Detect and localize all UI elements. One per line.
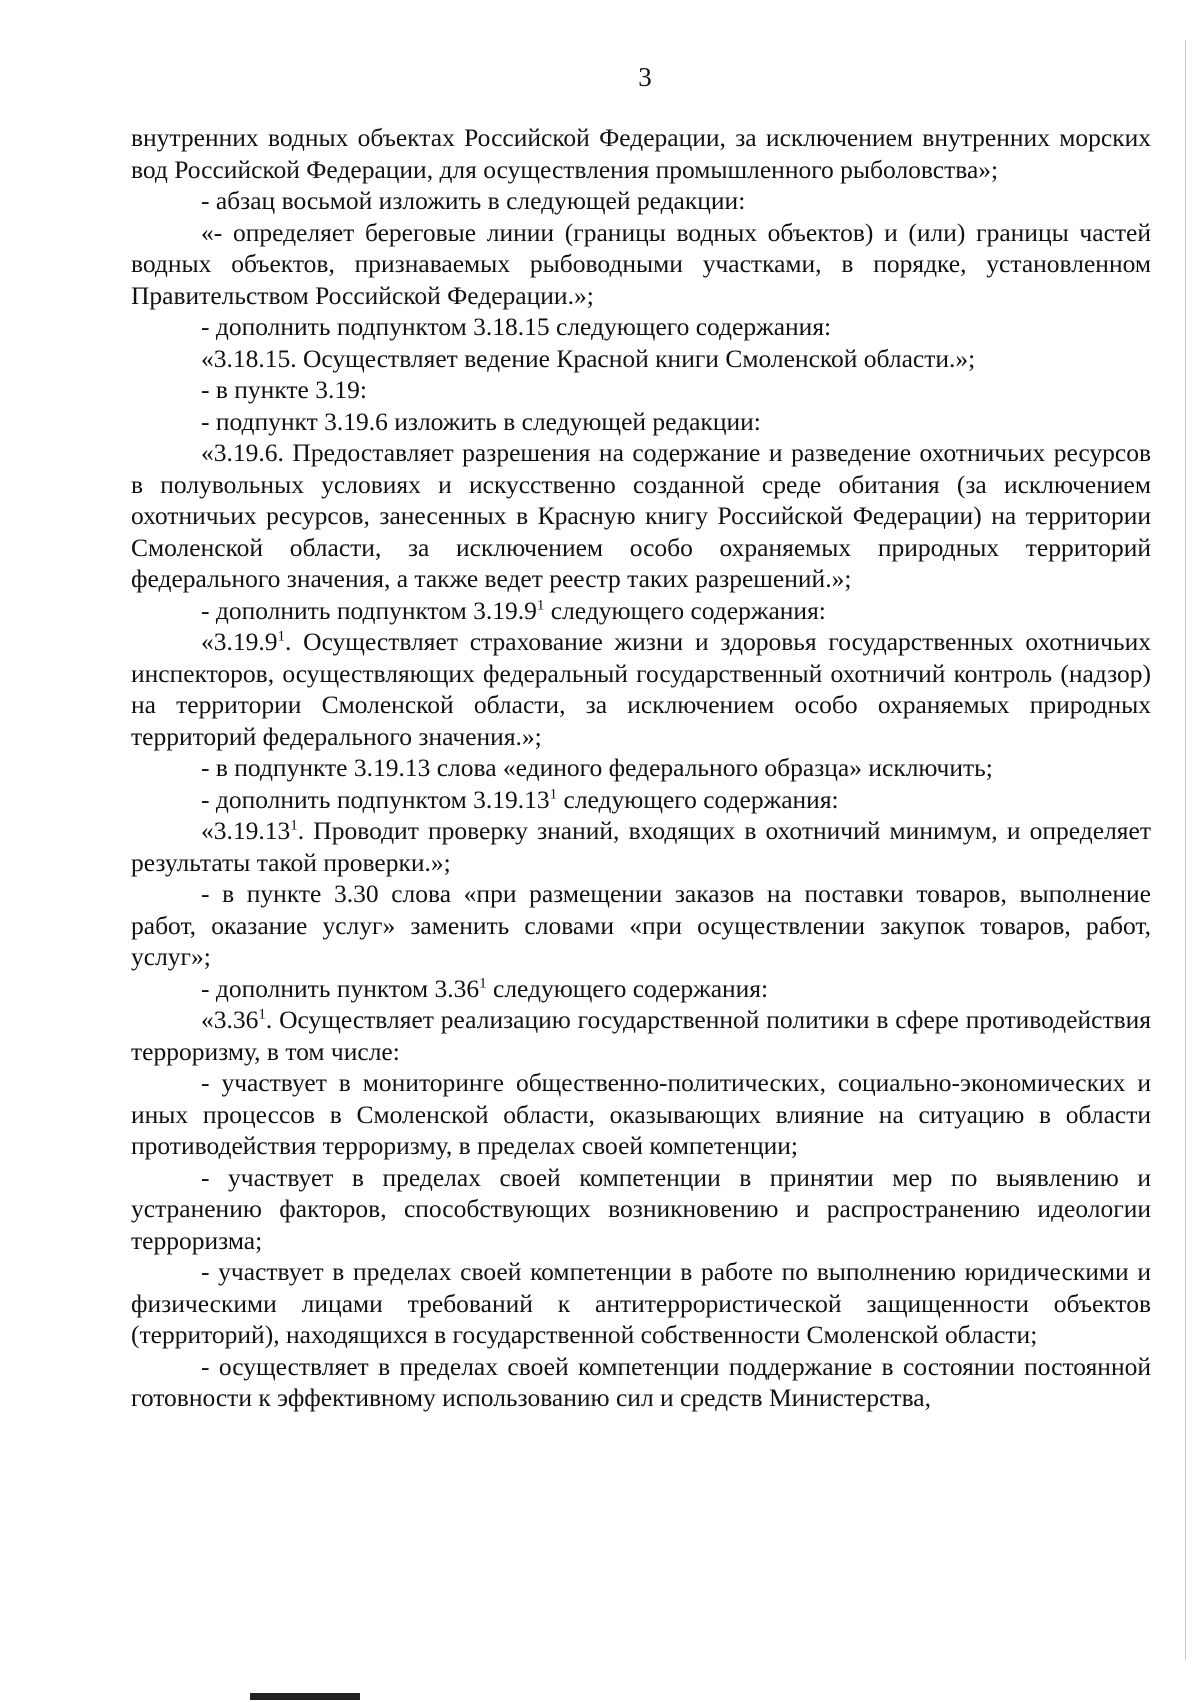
- superscript-index: 1: [290, 817, 298, 834]
- paragraph-text-end: следующего содержания:: [486, 973, 769, 1003]
- paragraph-text-start: «3.19.9: [201, 627, 278, 656]
- paragraph-text-start: - дополнить подпунктом 3.19.9: [201, 595, 537, 625]
- paragraph-p15: [131, 973, 1151, 1005]
- scan-bottom-mark: [250, 1693, 360, 1700]
- paragraph-p16: [131, 1004, 1151, 1067]
- superscript-index: 1: [277, 628, 285, 645]
- superscript-index: 1: [258, 1006, 266, 1023]
- paragraph-p11: - в подпункте 3.19.13 слова «единого федерального образца» исключить;: [201, 753, 993, 782]
- paragraph-text-end: . Проводит проверку знаний, входящих в охотничий минимум, и определяет результаты такой проверки.»;: [131, 816, 1151, 877]
- paragraph-p18: - участвует в пределах своей компетенции в принятии мер по выявлению и устранению факторов, способствующих возникновению и распространению идеологии терроризма;: [131, 1162, 1151, 1255]
- paragraph-p02: - абзац восьмой изложить в следующей редакции:: [201, 186, 746, 215]
- paragraph-p14: - в пункте 3.30 слова «при размещении заказов на поставки товаров, выполнение работ, оказание услуг» заменить словами «при осуществлении закупок товаров, работ, услуг»;: [131, 879, 1151, 971]
- paragraph-p03: «- определяет береговые линии (границы водных объектов) и (или) границы частей водных объектов, признаваемых рыбоводными участками, в порядке, установленном Правительством Российской Федерации.»;: [131, 217, 1151, 310]
- paragraph-text-end: следующего содержания:: [544, 595, 826, 625]
- paragraph-p07: - подпункт 3.19.6 изложить в следующей редакции:: [201, 406, 761, 436]
- paragraph-p10: [131, 626, 1151, 752]
- paragraph-p12: [131, 784, 1151, 816]
- paragraph-p19: - участвует в пределах своей компетенции в работе по выполнению юридическими и физическими лицами требований к антитеррористической защищенности объектов (территорий), находящихся в государственной собственности Смоленской области;: [131, 1257, 1151, 1349]
- paragraph-p09: [131, 595, 1151, 627]
- page-number: 3: [638, 62, 652, 92]
- paragraph-text-start: - дополнить пунктом 3.36: [201, 973, 480, 1003]
- superscript-index: 1: [479, 975, 487, 991]
- paragraph-p13: [131, 815, 1151, 878]
- paragraph-text-end: следующего содержания:: [557, 784, 839, 814]
- paragraph-text-end: . Осуществляет реализацию государственной политики в сфере противодействия терроризму, в том числе:: [131, 1005, 1151, 1066]
- paragraph-text-end: . Осуществляет страхование жизни и здоровья государственных охотничьих инспекторов, осуществляющих федеральный государственный охотничий контроль (надзор) на территории Смоленской области, за исключением особо охраняемых природных территорий федерального значения.»;: [131, 627, 1151, 751]
- scan-edge-line: [1185, 40, 1186, 1660]
- paragraph-p05: «3.18.15. Осуществляет ведение Красной книги Смоленской области.»;: [201, 343, 976, 373]
- paragraph-p17: - участвует в мониторинге общественно-политических, социально-экономических и иных процессов в Смоленской области, оказывающих влияние на ситуацию в области противодействия терроризму, в пределах своей компетенции;: [131, 1068, 1151, 1160]
- paragraph-text-start: «3.19.13: [201, 816, 291, 845]
- superscript-index: 1: [536, 597, 545, 613]
- paragraph-p20: - осуществляет в пределах своей компетенции поддержание в состоянии постоянной готовности к эффективному использованию сил и средств Министерства,: [131, 1351, 1151, 1412]
- paragraph-p08: «3.19.6. Предоставляет разрешения на содержание и разведение охотничьих ресурсов в полувольных условиях и искусственно созданной среде обитания (за исключением охотничьих ресурсов, занесенных в Красную книгу Российской Федерации) на территории Смоленской области, за исключением особо охраняемых природных территорий федерального значения, а также ведет реестр таких разрешений.»;: [131, 438, 1151, 593]
- paragraph-p04: - дополнить подпунктом 3.18.15 следующего содержания:: [201, 312, 832, 341]
- paragraph-p01: внутренних водных объектах Российской Федерации, за исключением внутренних морских вод Российской Федерации, для осуществления промышленного рыболовства»;: [131, 123, 1151, 184]
- paragraph-text-start: «3.36: [201, 1005, 259, 1034]
- superscript-index: 1: [549, 786, 558, 802]
- paragraph-text-start: - дополнить подпунктом 3.19.13: [201, 784, 550, 814]
- paragraph-p06: - в пункте 3.19:: [201, 375, 367, 404]
- document-body: [131, 122, 1151, 1414]
